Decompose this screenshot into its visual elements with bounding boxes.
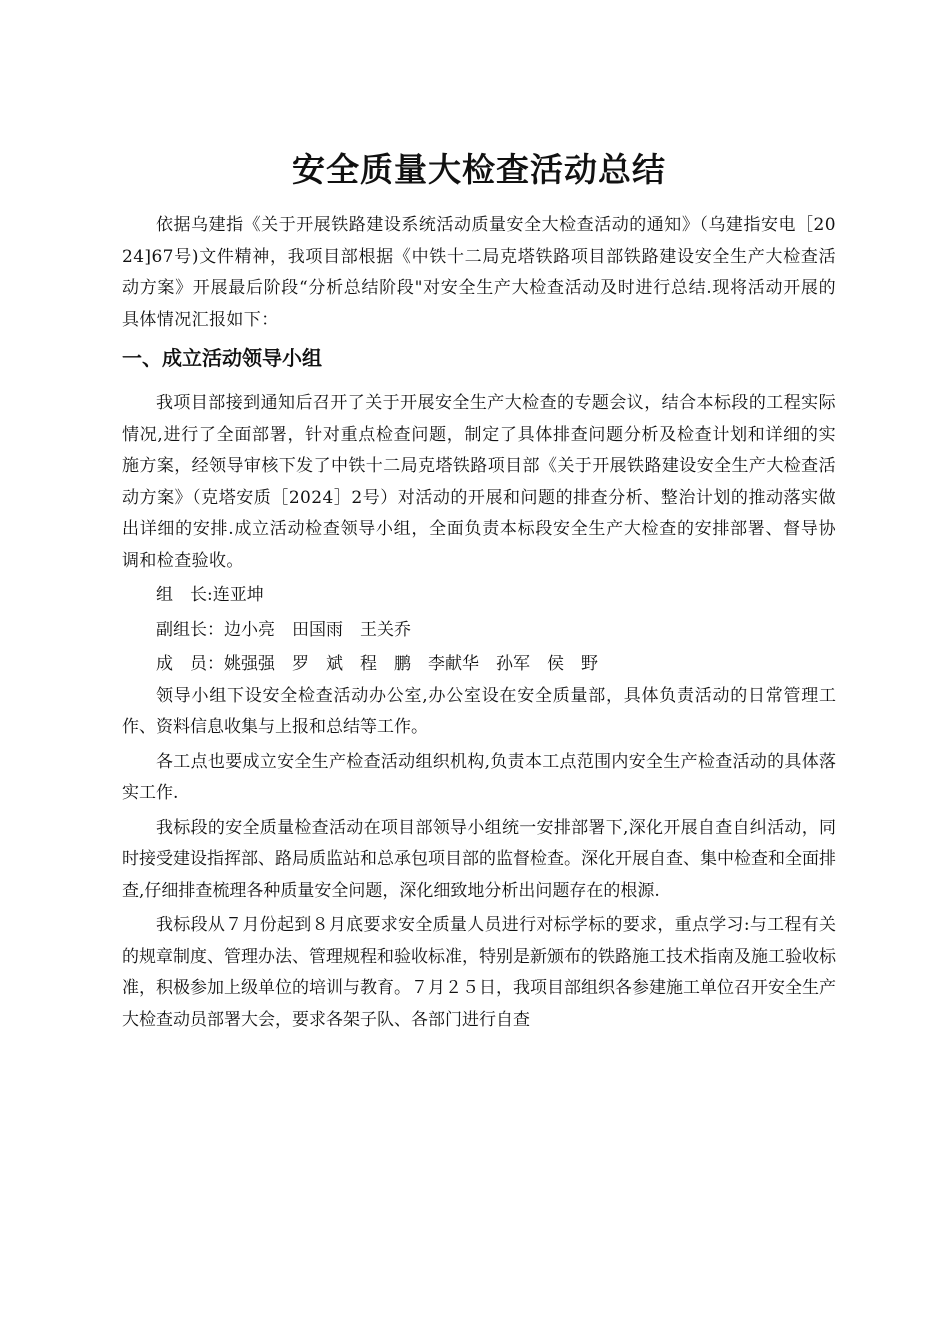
deputy-leader-line: 副组长：边小亮 田国雨 王关乔 bbox=[156, 619, 411, 640]
paragraph-training: 我标段从７月份起到８月底要求安全质量人员进行对标学标的要求，重点学习:与工程有关的规章制度、管理办法、管理规程和验收标准，特别是新颁布的铁路施工技术指南及施工验收标准，积极参加上级单位的培训与教育。７月２５日，我项目部组织各参建施工单位召开安全生产大检查动员部署大会，要求各架子队、各部门进行自查 bbox=[122, 915, 836, 1030]
members-line: 成 员：姚强强 罗 斌 程 鹏 李献华 孙军 侯 野 bbox=[156, 654, 598, 674]
paragraph-office: 领导小组下设安全检查活动办公室,办公室设在安全质量部，具体负责活动的日常管理工作、资料信息收集与上报和总结等工作。 bbox=[122, 685, 836, 737]
document-title: 安全质量大检查活动总结 bbox=[292, 150, 666, 189]
intro-paragraph: 依据乌建指《关于开展铁路建设系统活动质量安全大检查活动的通知》（乌建指安电［2024]67号)文件精神，我项目部根据《中铁十二局克塔铁路项目部铁路建设安全生产大检查活动方案》开展最后阶段“分析总结阶段"对安全生产大检查活动及时进行总结.现将活动开展的具体情况汇报如下： bbox=[122, 215, 836, 330]
paragraph-self-inspection: 我标段的安全质量检查活动在项目部领导小组统一安排部署下,深化开展自查自纠活动，同时接受建设指挥部、路局质监站和总承包项目部的监督检查。深化开展自查、集中检查和全面排查,仔细排查梳理各种质量安全问题，深化细致地分析出问题存在的根源. bbox=[122, 817, 836, 901]
paragraph-worksites: 各工点也要成立安全生产检查活动组织机构,负责本工点范围内安全生产检查活动的具体落实工作. bbox=[122, 751, 836, 803]
paragraph-meeting: 我项目部接到通知后召开了关于开展安全生产大检查的专题会议，结合本标段的工程实际情况,进行了全面部署，针对重点检查问题，制定了具体排查问题分析及检查计划和详细的实施方案，经领导审核下发了中铁十二局克塔铁路项目部《关于开展铁路建设安全生产大检查活动方案》（克塔安质［2024］2号）对活动的开展和问题的排查分析、整治计划的推动落实做出详细的安排.成立活动检查领导小组，全面负责本标段安全生产大检查的安排部署、督导协调和检查验收。 bbox=[122, 393, 836, 571]
section-heading: 一、成立活动领导小组 bbox=[122, 346, 322, 370]
document-body bbox=[122, 148, 836, 1036]
leader-line: 组 长:连亚坤 bbox=[156, 585, 264, 605]
